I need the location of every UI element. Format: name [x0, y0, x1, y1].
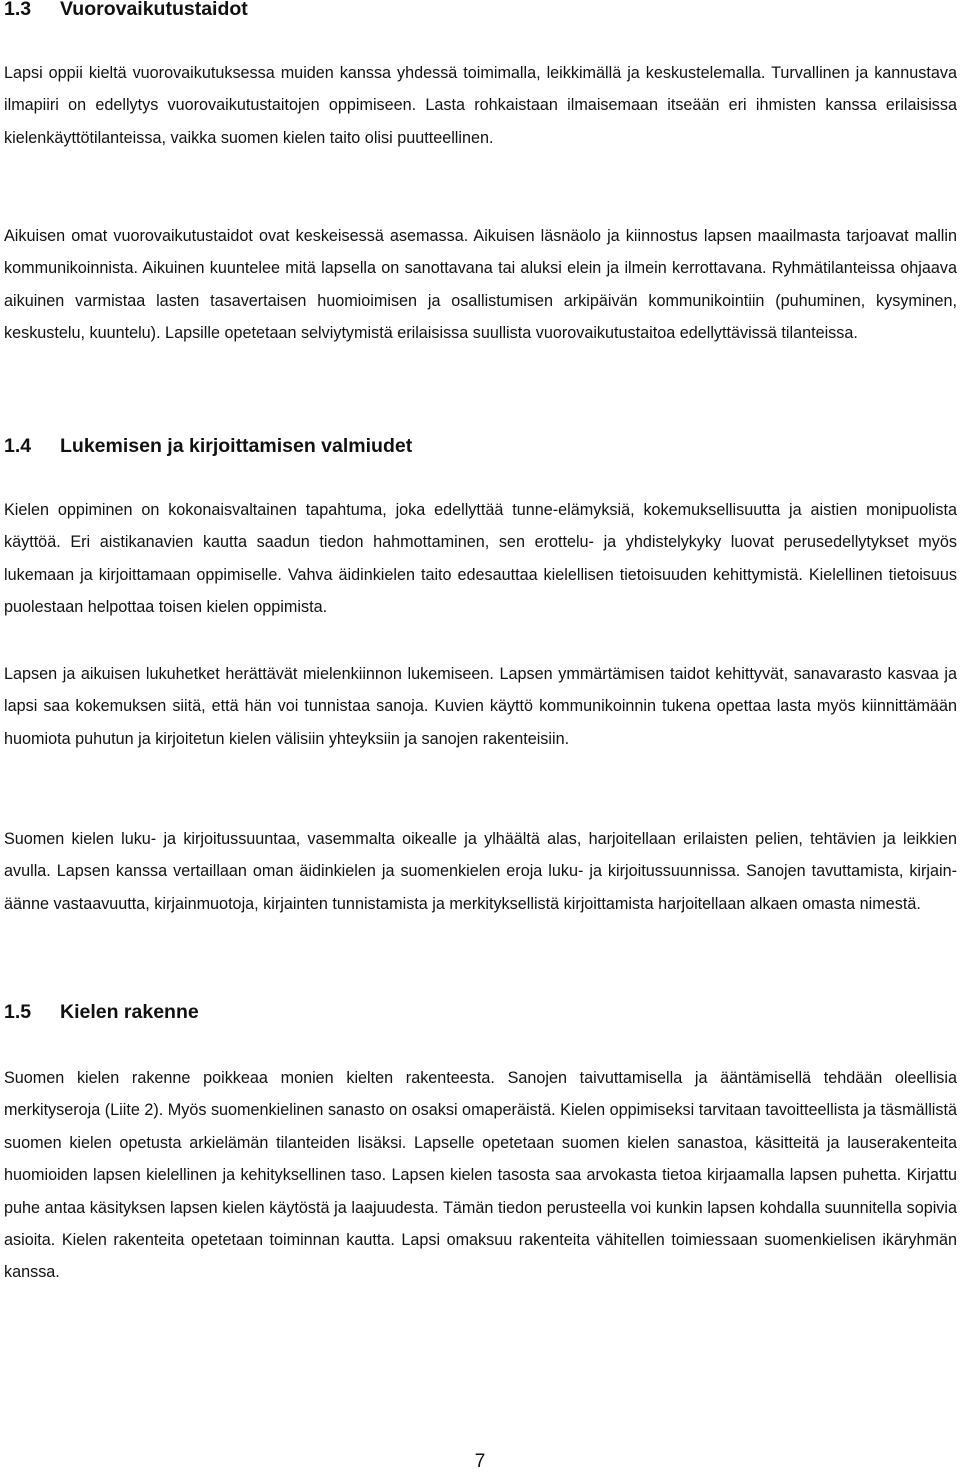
section-heading-1-5	[4, 1000, 199, 1024]
section-heading-1-3	[4, 0, 248, 21]
page-number: 7	[474, 1451, 486, 1472]
section-number: 1.4	[4, 435, 32, 457]
paragraph: Kielen oppiminen on kokonaisvaltainen tapahtuma, joka edellyttää tunne-elämyksiä, kokemuksellisuutta ja aistien monipuolista käyttöä. Eri aistikanavien kautta saadun tiedon hahmottaminen, sen erottelu- ja yhdistelykyky luovat perusedellytykset myös lukemaan ja kirjoittamaan oppimiselle. Vahva äidinkielen taito edesauttaa kielellisen tietoisuuden kehittymistä. Kielellinen tietoisuus puolestaan helpottaa toisen kielen oppimista.	[4, 501, 957, 617]
paragraph: Suomen kielen luku- ja kirjoitussuuntaa, vasemmalta oikealle ja ylhäältä alas, harjoitellaan erilaisten pelien, tehtävien ja leikkien avulla. Lapsen kanssa vertaillaan oman äidinkielen ja suomenkielen eroja luku- ja kirjoitussuunnissa. Sanojen tavuttamista, kirjain-äänne vastaavuutta, kirjainmuotoja, kirjainten tunnistamista ja merkityksellistä kirjoittamista harjoitellaan alkaen omasta nimestä.	[4, 830, 957, 913]
section-title: Vuorovaikutustaidot	[60, 0, 248, 20]
section-title: Kielen rakenne	[60, 1001, 199, 1023]
paragraph: Lapsi oppii kieltä vuorovaikutuksessa muiden kanssa yhdessä toimimalla, leikkimällä ja keskustelemalla. Turvallinen ja kannustava ilmapiiri on edellytys vuorovaikutustaitojen oppimiseen. Lasta rohkaistaan ilmaisemaan itseään eri ihmisten kanssa erilaisissa kielenkäyttötilanteissa, vaikka suomen kielen taito olisi puutteellinen.	[4, 64, 957, 147]
paragraph: Suomen kielen rakenne poikkeaa monien kielten rakenteesta. Sanojen taivuttamisella ja ääntämisellä tehdään oleellisia merkityseroja (Liite 2). Myös suomenkielinen sanasto on osaksi omaperäistä. Kielen oppimiseksi tarvitaan tavoitteellista ja täsmällistä suomen kielen opetusta arkielämän tilanteiden lisäksi. Lapselle opetetaan suomen kielen sanastoa, käsitteitä ja lauserakenteita huomioiden lapsen kielellinen ja kehityksellinen taso. Lapsen kielen tasosta saa arvokasta tietoa kirjaamalla lapsen puhetta. Kirjattu puhe antaa käsityksen lapsen kielen käytöstä ja laajuudesta. Tämän tiedon perusteella voi kunkin lapsen kohdalla suunnitella sopivia asioita. Kielen rakenteita opetetaan toiminnan kautta. Lapsi omaksuu rakenteita vähitellen toimiessaan suomenkielisen ikäryhmän kanssa.	[4, 1069, 957, 1282]
paragraph: Lapsen ja aikuisen lukuhetket herättävät mielenkiinnon lukemiseen. Lapsen ymmärtämisen taidot kehittyvät, sanavarasto kasvaa ja lapsi saa kokemuksen siitä, että hän voi tunnistaa sanoja. Kuvien käyttö kommunikoinnin tukena opettaa lasta myös kiinnittämään huomiota puhutun ja kirjoitetun kielen välisiin yhteyksiin ja sanojen rakenteisiin.	[4, 665, 957, 748]
section-number: 1.5	[4, 1001, 32, 1023]
section-title: Lukemisen ja kirjoittamisen valmiudet	[60, 435, 413, 457]
paragraph: Aikuisen omat vuorovaikutustaidot ovat keskeisessä asemassa. Aikuisen läsnäolo ja kiinnostus lapsen maailmasta tarjoavat mallin kommunikoinnista. Aikuinen kuuntelee mitä lapsella on sanottavana tai aluksi elein ja ilmein kerrottavana. Ryhmätilanteissa ohjaava aikuinen varmistaa lasten tasavertaisen huomioimisen ja osallistumisen arkipäivän kommunikointiin (puhuminen, kysyminen, keskustelu, kuuntelu). Lapsille opetetaan selviytymistä erilaisissa suullista vuorovaikutustaitoa edellyttävissä tilanteissa.	[4, 227, 957, 343]
section-heading-1-4	[4, 434, 412, 458]
section-number: 1.3	[4, 0, 32, 20]
